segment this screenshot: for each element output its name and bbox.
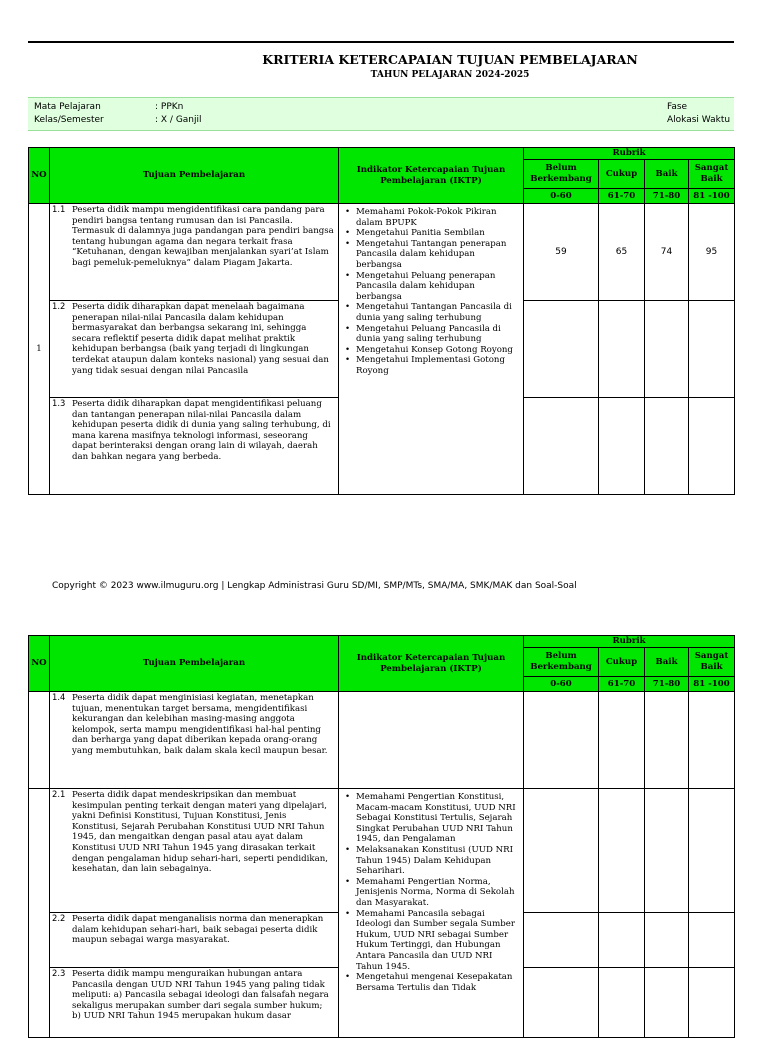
score-cell <box>689 913 735 968</box>
score-baik: 74 <box>645 204 689 301</box>
tp-number: 1.3 <box>52 398 66 408</box>
row-number: 1 <box>29 204 50 495</box>
col-tp: Tujuan Pembelajaran <box>50 636 339 692</box>
tp-number: 1.1 <box>52 204 66 214</box>
iktp-item: • Mengetahui Panitia Sembilan <box>343 228 521 239</box>
tp-cell <box>50 398 339 495</box>
tp-number: 1.4 <box>52 692 66 702</box>
range-cukup: 61-70 <box>599 677 645 692</box>
score-cell <box>524 301 599 398</box>
score-cell <box>689 968 735 1038</box>
range-baik: 71-80 <box>645 189 689 204</box>
range-belum: 0-60 <box>524 677 599 692</box>
level-cukup: Cukup <box>599 648 645 677</box>
score-cell <box>645 301 689 398</box>
iktp-item: • Mengetahui Peluang penerapan Pancasila dalam kehidupan berbangsa <box>343 271 521 303</box>
col-rubrik: Rubrik <box>524 148 735 160</box>
level-sangat-baik: Sangat Baik <box>689 648 735 677</box>
col-rubrik: Rubrik <box>524 636 735 648</box>
tp-text: Peserta didik dapat mendeskripsikan dan membuat kesimpulan penting terkait dengan materi yang dipelajari, yakni Definisi Konstitusi, Tujuan Konstitusi, Jenis Konstitusi, Sejarah Perubahan Konstitusi UUD NRI Tahun 1945, dan mengaitkan dengan pasal atau ayat dalam Konstitusi UUD NRI Tahun 1945 yang dirasakan terkait dengan pengalaman hidup sehari-hari, seperti pendidikan, kesehatan, dan lain sebagainya. <box>72 790 328 875</box>
tp-cell <box>50 204 339 301</box>
col-iktp: Indikator Ketercapaian Tujuan Pembelajaran (IKTP) <box>339 148 524 204</box>
score-cell <box>599 398 645 495</box>
tp-cell <box>50 913 339 968</box>
iktp-cell <box>339 204 524 495</box>
score-cell <box>645 692 689 789</box>
score-cell <box>689 398 735 495</box>
tp-cell <box>50 692 339 789</box>
col-tp: Tujuan Pembelajaran <box>50 148 339 204</box>
level-baik: Baik <box>645 160 689 189</box>
iktp-item: • Mengetahui mengenai Kesepakatan Bersama Tertulis dan Tidak <box>343 972 521 993</box>
level-baik: Baik <box>645 648 689 677</box>
range-baik: 71-80 <box>645 677 689 692</box>
document-title: KRITERIA KETERCAPAIAN TUJUAN PEMBELAJARAN <box>262 52 638 67</box>
score-cell <box>645 398 689 495</box>
score-cell <box>524 692 599 789</box>
kelas-value: : X / Ganjil <box>155 115 202 125</box>
level-belum: Belum Berkembang <box>524 160 599 189</box>
row-number <box>29 692 50 789</box>
info-band <box>28 97 734 131</box>
tp-text: Peserta didik mampu menguraikan hubungan antara Pancasila dengan UUD NRI Tahun 1945 yang paling tidak meliputi: a) Pancasila sebagai ideologi dan falsafah negara sekaligus merupakan sumber dari segala sumber hukum; b) UUD NRI Tahun 1945 merupakan hukum dasar <box>72 969 329 1022</box>
score-cell <box>645 789 689 913</box>
kelas-label: Kelas/Semester <box>34 115 104 125</box>
score-sangat-baik: 95 <box>689 204 735 301</box>
tp-text: Peserta didik diharapkan dapat menelaah bagaimana penerapan nilai-nilai Pancasila dalam kehidupan bermasyarakat dan berbangsa sekarang ini, sehingga secara reflektif peserta didik dapat melihat praktik kehidupan berbangsa (baik yang terjadi di lingkungan terdekat ataupun dalam konteks nasional) yang sesuai dan yang tidak sesuai dengan nilai Pancasila <box>72 302 329 376</box>
score-cell <box>689 789 735 913</box>
criteria-table-1 <box>28 147 735 495</box>
document-subtitle: TAHUN PELAJARAN 2024-2025 <box>370 70 530 80</box>
tp-text: Peserta didik dapat menginisiasi kegiatan, menetapkan tujuan, menentukan target bersama, mengidentifikasi kekurangan dan kelebihan masing-masing anggota kelompok, serta mampu mengidentifikasi hal-hal penting dan berharga yang dapat diberikan kepada orang-orang yang membutuhkan, baik dalam skala kecil maupun besar. <box>72 693 328 756</box>
col-no: NO <box>29 148 50 204</box>
score-cell <box>689 692 735 789</box>
score-cell <box>524 968 599 1038</box>
alokasi-label: Alokasi Waktu <box>667 115 731 125</box>
level-cukup: Cukup <box>599 160 645 189</box>
range-belum: 0-60 <box>524 189 599 204</box>
iktp-item: • Memahami Pancasila sebagai Ideologi dan Sumber segala Sumber Hukum, UUD NRI sebagai Sumber Hukum Tertinggi, dan Hubungan Antara Pancasila dan UUD NRI Tahun 1945. <box>343 909 521 973</box>
col-no: NO <box>29 636 50 692</box>
level-sangat-baik: Sangat Baik <box>689 160 735 189</box>
iktp-item: • Mengetahui Peluang Pancasila di dunia yang saling terhubung <box>343 324 521 345</box>
mapel-label: Mata Pelajaran <box>34 102 101 112</box>
score-cell <box>645 968 689 1038</box>
copyright-footer: Copyright © 2023 www.ilmuguru.org | Lengkap Administrasi Guru SD/MI, SMP/MTs, SMA/MA, SMK/MAK dan Soal-Soal <box>52 581 577 591</box>
iktp-item: • Mengetahui Tantangan Pancasila di dunia yang saling terhubung <box>343 302 521 323</box>
score-cell <box>599 913 645 968</box>
tp-cell <box>50 301 339 398</box>
iktp-item: • Melaksanakan Konstitusi (UUD NRI Tahun 1945) Dalam Kehidupan Seharihari. <box>343 845 521 877</box>
tp-text: Peserta didik mampu mengidentifikasi cara pandang para pendiri bangsa tentang rumusan dan isi Pancasila. Termasuk di dalamnya juga pandangan para pendiri bangsa tentang hubungan agama dan negara terkait frasa “Ketuhanan, dengan kewajiban menjalankan syari’at Islam bagi pemeluk-pemeluknya” dalam Piagam Jakarta. <box>72 205 334 268</box>
score-cell <box>599 692 645 789</box>
iktp-item: • Memahami Pengertian Norma, Jenisjenis Norma, Norma di Sekolah dan Masyarakat. <box>343 877 521 909</box>
score-cell <box>599 789 645 913</box>
score-cell <box>524 398 599 495</box>
iktp-item: • Memahami Pokok-Pokok Pikiran dalam BPUPK <box>343 207 521 228</box>
range-sangat-baik: 81 -100 <box>689 189 735 204</box>
tp-cell <box>50 968 339 1038</box>
level-belum: Belum Berkembang <box>524 648 599 677</box>
row-number <box>29 789 50 1038</box>
mapel-value: : PPKn <box>155 102 184 112</box>
iktp-cell <box>339 789 524 1038</box>
top-rule <box>28 41 734 43</box>
iktp-list <box>343 207 521 377</box>
iktp-list <box>343 792 521 993</box>
range-sangat-baik: 81 -100 <box>689 677 735 692</box>
tp-text: Peserta didik dapat menganalisis norma dan menerapkan dalam kehidupan sehari-hari, baik sebagai peserta didik maupun sebagai warga masyarakat. <box>72 914 324 946</box>
iktp-cell <box>339 692 524 789</box>
tp-number: 2.3 <box>52 968 66 978</box>
score-belum: 59 <box>524 204 599 301</box>
score-cell <box>524 913 599 968</box>
iktp-item: • Memahami Pengertian Konstitusi, Macam-macam Konstitusi, UUD NRI Sebagai Konstitusi Tertulis, Sejarah Singkat Perubahan UUD NRI Tahun 1945, dan Pengalaman <box>343 792 521 845</box>
tp-cell <box>50 789 339 913</box>
col-iktp: Indikator Ketercapaian Tujuan Pembelajaran (IKTP) <box>339 636 524 692</box>
tp-number: 1.2 <box>52 301 66 311</box>
tp-number: 2.1 <box>52 789 66 799</box>
range-cukup: 61-70 <box>599 189 645 204</box>
score-cell <box>689 301 735 398</box>
criteria-table-2 <box>28 635 735 1038</box>
score-cell <box>645 913 689 968</box>
tp-number: 2.2 <box>52 913 66 923</box>
iktp-item: • Mengetahui Tantangan penerapan Pancasila dalam kehidupan berbangsa <box>343 239 521 271</box>
fase-label: Fase <box>667 102 688 112</box>
score-cukup: 65 <box>599 204 645 301</box>
score-cell <box>599 301 645 398</box>
score-cell <box>524 789 599 913</box>
iktp-item: • Mengetahui Konsep Gotong Royong <box>343 345 521 356</box>
iktp-item: • Mengetahui Implementasi Gotong Royong <box>343 355 521 376</box>
tp-text: Peserta didik diharapkan dapat mengidentifikasi peluang dan tantangan penerapan nilai-nilai Pancasila dalam kehidupan peserta didik di dunia yang saling terhubung, di mana karena masifnya teknologi informasi, seseorang dapat berinteraksi dengan orang lain di wilayah, daerah dan bahkan negara yang berbeda. <box>72 399 331 462</box>
score-cell <box>599 968 645 1038</box>
